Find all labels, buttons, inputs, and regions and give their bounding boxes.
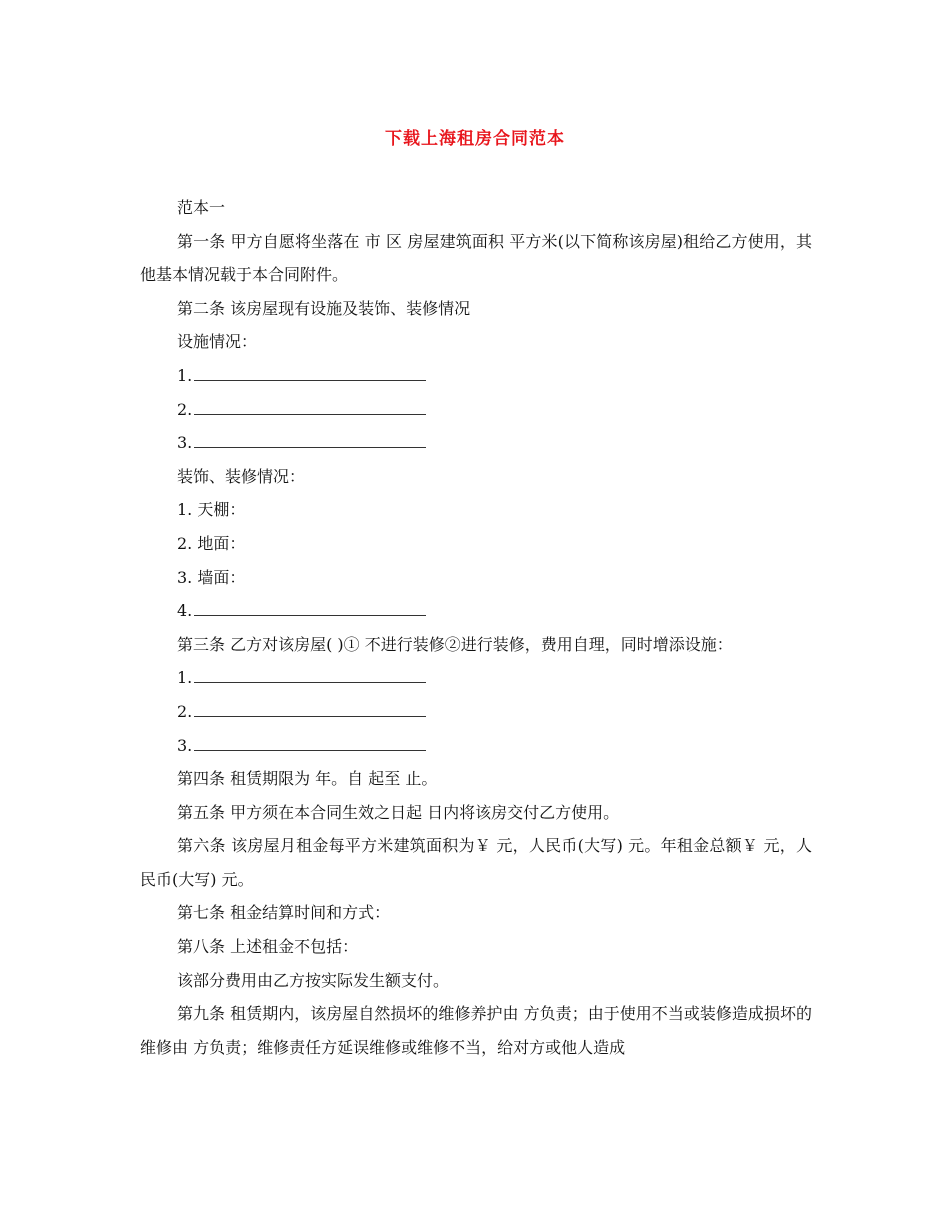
document-body [140,191,812,1064]
paragraph [140,829,812,896]
blank-underline [194,435,426,448]
fill-in-line [140,594,812,628]
paragraph-text: 第九条 租赁期内，该房屋自然损坏的维修养护由 方负责；由于使用不当或装修造成损坏的维修由 方负责；维修责任方延误维修或维修不当，给对方或他人造成 [140,1004,812,1057]
paragraph-text: 3. [177,735,193,755]
paragraph-text: 第二条 该房屋现有设施及装饰、装修情况 [177,298,471,318]
document-title: 下载上海租房合同范本 [385,129,565,149]
paragraph-text: 第五条 甲方须在本合同生效之日起 日内将该房交付乙方使用。 [177,802,620,822]
paragraph-text: 1. [177,668,193,688]
paragraph [140,561,812,595]
paragraph-text: 第四条 租赁期限为 年。自 起至 止。 [177,769,438,789]
paragraph-text: 第六条 该房屋月租金每平方米建筑面积为￥ 元，人民币(大写) 元。年租金总额￥ 元，人民币(大写) 元。 [140,836,812,889]
paragraph [140,225,812,292]
blank-underline [194,368,426,381]
fill-in-line [140,393,812,427]
blank-underline [194,670,426,683]
paragraph-text: 1. 天棚： [177,500,246,520]
paragraph [140,527,812,561]
paragraph-text: 范本一 [177,198,226,217]
fill-in-line [140,661,812,695]
fill-in-line [140,695,812,729]
paragraph-text: 3. [177,433,193,453]
blank-underline [194,704,426,717]
paragraph-text: 1. [177,365,193,385]
paragraph [140,325,812,359]
paragraph-text: 4. [177,601,193,621]
paragraph [140,997,812,1064]
paragraph [140,628,812,662]
paragraph-text: 3. 墙面： [177,567,246,587]
paragraph-text: 第八条 上述租金不包括： [177,937,359,957]
paragraph [140,191,812,225]
paragraph [140,493,812,527]
paragraph-text: 设施情况： [177,332,258,352]
paragraph-text: 第三条 乙方对该房屋( )① 不进行装修②进行装修，费用自理，同时增添设施： [177,634,733,654]
fill-in-line [140,359,812,393]
fill-in-line [140,729,812,763]
paragraph [140,930,812,964]
paragraph-text: 装饰、装修情况： [177,466,306,486]
paragraph [140,292,812,326]
paragraph-text: 2. [177,701,193,721]
paragraph-text: 2. [177,399,193,419]
blank-underline [194,738,426,751]
paragraph-text: 2. 地面： [177,533,246,553]
paragraph-text: 第一条 甲方自愿将坐落在 市 区 房屋建筑面积 平方米(以下简称该房屋)租给乙方使用，其他基本情况载于本合同附件。 [140,231,812,285]
paragraph [140,762,812,796]
blank-underline [194,402,426,415]
paragraph [140,460,812,494]
paragraph-text: 第七条 租金结算时间和方式： [177,903,391,923]
paragraph [140,964,812,998]
blank-underline [194,603,426,616]
paragraph [140,896,812,930]
fill-in-line [140,426,812,460]
paragraph-text: 该部分费用由乙方按实际发生额支付。 [177,970,450,990]
paragraph [140,796,812,830]
